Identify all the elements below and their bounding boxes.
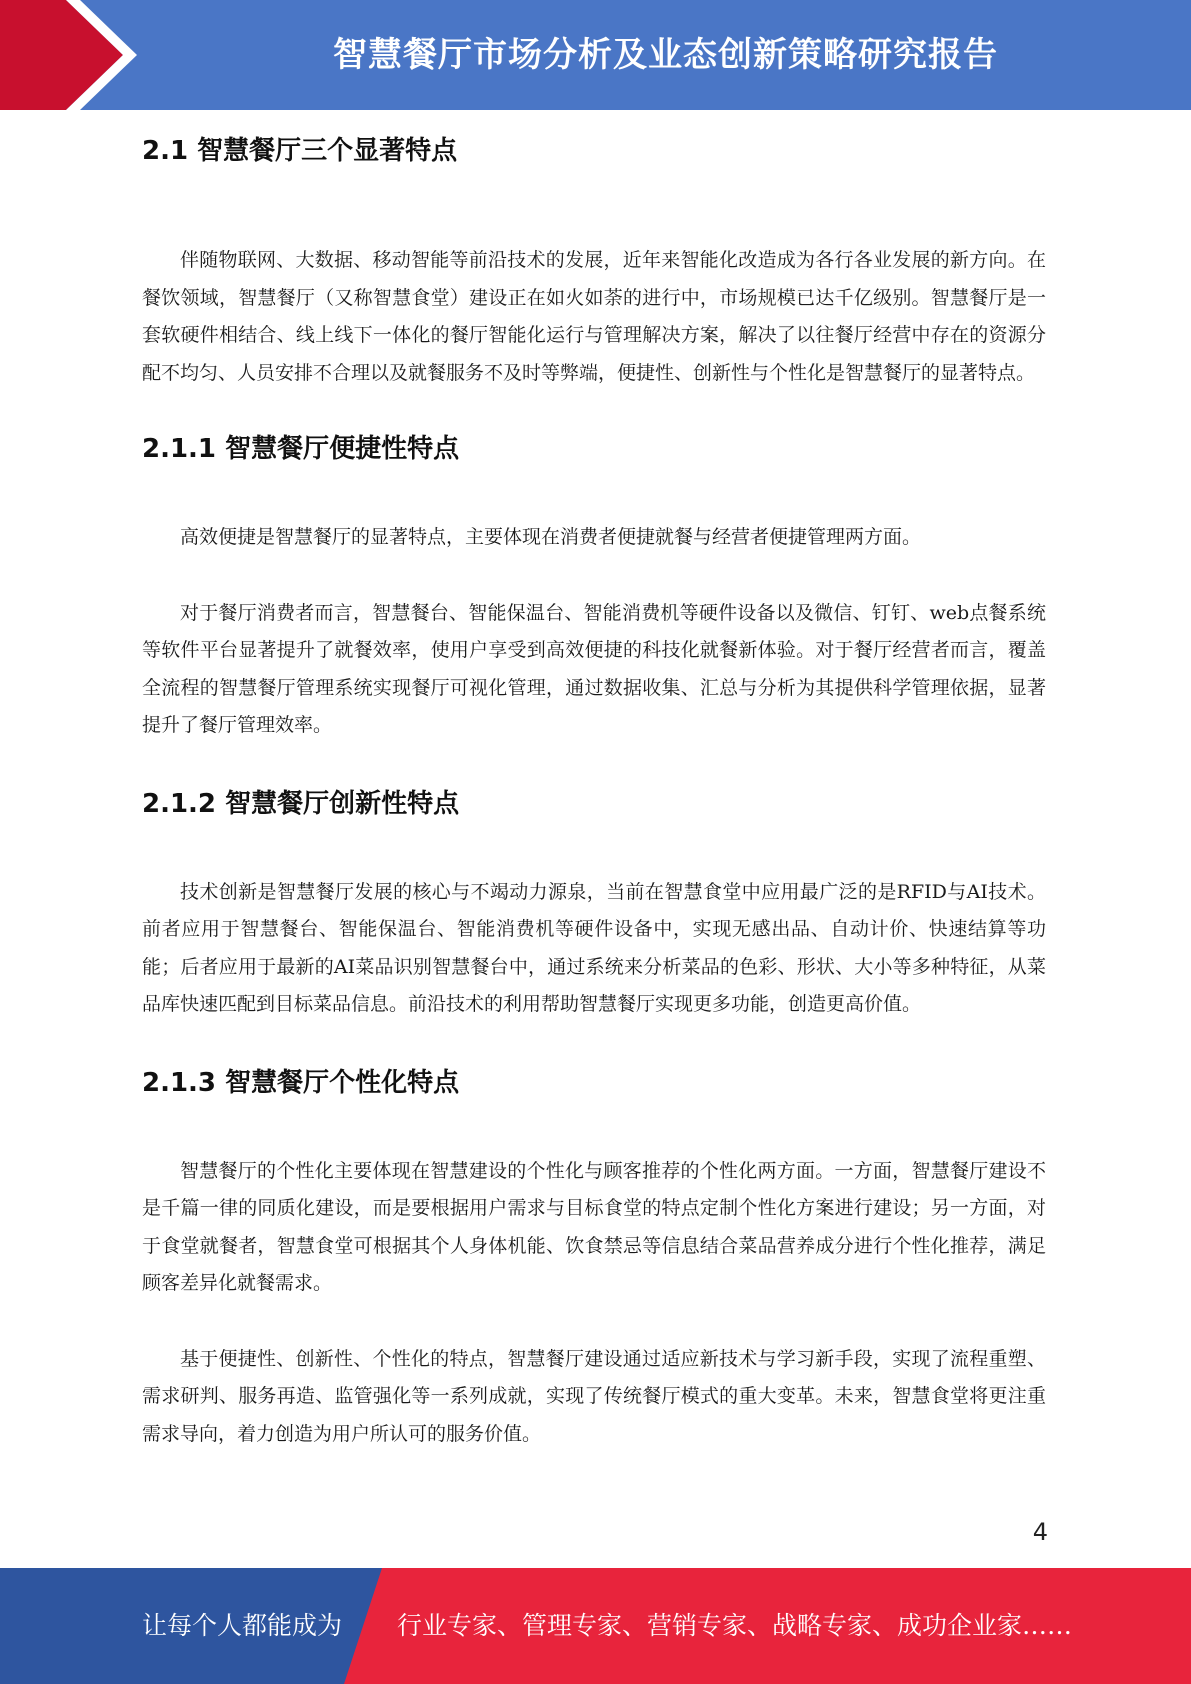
footer-slogan-right: 行业专家、管理专家、营销专家、战略专家、成功企业家…… <box>397 1611 1073 1640</box>
section-heading-2-1: 2.1 智慧餐厅三个显著特点 <box>142 136 458 166</box>
paragraph: 技术创新是智慧餐厅发展的核心与不竭动力源泉，当前在智慧食堂中应用最广泛的是RFID与AI技术。前者应用于智慧餐台、智能保温台、智能消费机等硬件设备中，实现无感出品、自动计价、快速结算等功能；后者应用于最新的AI菜品识别智慧餐台中，通过系统来分析菜品的色彩、形状、大小等多种特征，从菜品库快速匹配到目标菜品信息。前沿技术的利用帮助智慧餐厅实现更多功能，创造更高价值。 <box>142 880 1046 1015</box>
main-content <box>142 110 1046 1453</box>
section-heading-2-1-1: 2.1.1 智慧餐厅便捷性特点 <box>142 434 460 464</box>
red-arrow-decoration <box>0 0 160 110</box>
paragraph: 对于餐厅消费者而言，智慧餐台、智能保温台、智能消费机等硬件设备以及微信、钉钉、web点餐系统等软件平台显著提升了就餐效率，使用户享受到高效便捷的科技化就餐新体验。对于餐厅经营者而言，覆盖全流程的智慧餐厅管理系统实现餐厅可视化管理，通过数据收集、汇总与分析为其提供科学管理依据，显著提升了餐厅管理效率。 <box>142 601 1046 736</box>
page-number: 4 <box>1032 1518 1048 1546</box>
paragraph: 伴随物联网、大数据、移动智能等前沿技术的发展，近年来智能化改造成为各行各业发展的新方向。在餐饮领域，智慧餐厅（又称智慧食堂）建设正在如火如荼的进行中，市场规模已达千亿级别。智慧餐厅是一套软硬件相结合、线上线下一体化的餐厅智能化运行与管理解决方案，解决了以往餐厅经营中存在的资源分配不均匀、人员安排不合理以及就餐服务不及时等弊端，便捷性、创新性与个性化是智慧餐厅的显著特点。 <box>142 249 1046 384</box>
paragraph: 基于便捷性、创新性、个性化的特点，智慧餐厅建设通过适应新技术与学习新手段，实现了流程重塑、需求研判、服务再造、监管强化等一系列成就，实现了传统餐厅模式的重大变革。未来，智慧食堂将更注重需求导向，着力创造为用户所认可的服务价值。 <box>142 1347 1046 1445</box>
section-heading-2-1-3: 2.1.3 智慧餐厅个性化特点 <box>142 1067 460 1098</box>
header-banner <box>0 0 1191 110</box>
footer-banner <box>0 1568 1191 1684</box>
report-title: 智慧餐厅市场分析及业态创新策略研究报告 <box>333 35 998 75</box>
footer-slogan-left: 让每个人都能成为 <box>142 1611 343 1640</box>
section-heading-2-1-2: 2.1.2 智慧餐厅创新性特点 <box>142 788 460 819</box>
paragraph: 智慧餐厅的个性化主要体现在智慧建设的个性化与顾客推荐的个性化两方面。一方面，智慧餐厅建设不是千篇一律的同质化建设，而是要根据用户需求与目标食堂的特点定制个性化方案进行建设；另一方面，对于食堂就餐者，智慧食堂可根据其个人身体机能、饮食禁忌等信息结合菜品营养成分进行个性化推荐，满足顾客差异化就餐需求。 <box>142 1159 1046 1294</box>
paragraph: 高效便捷是智慧餐厅的显著特点，主要体现在消费者便捷就餐与经营者便捷管理两方面。 <box>180 526 922 548</box>
